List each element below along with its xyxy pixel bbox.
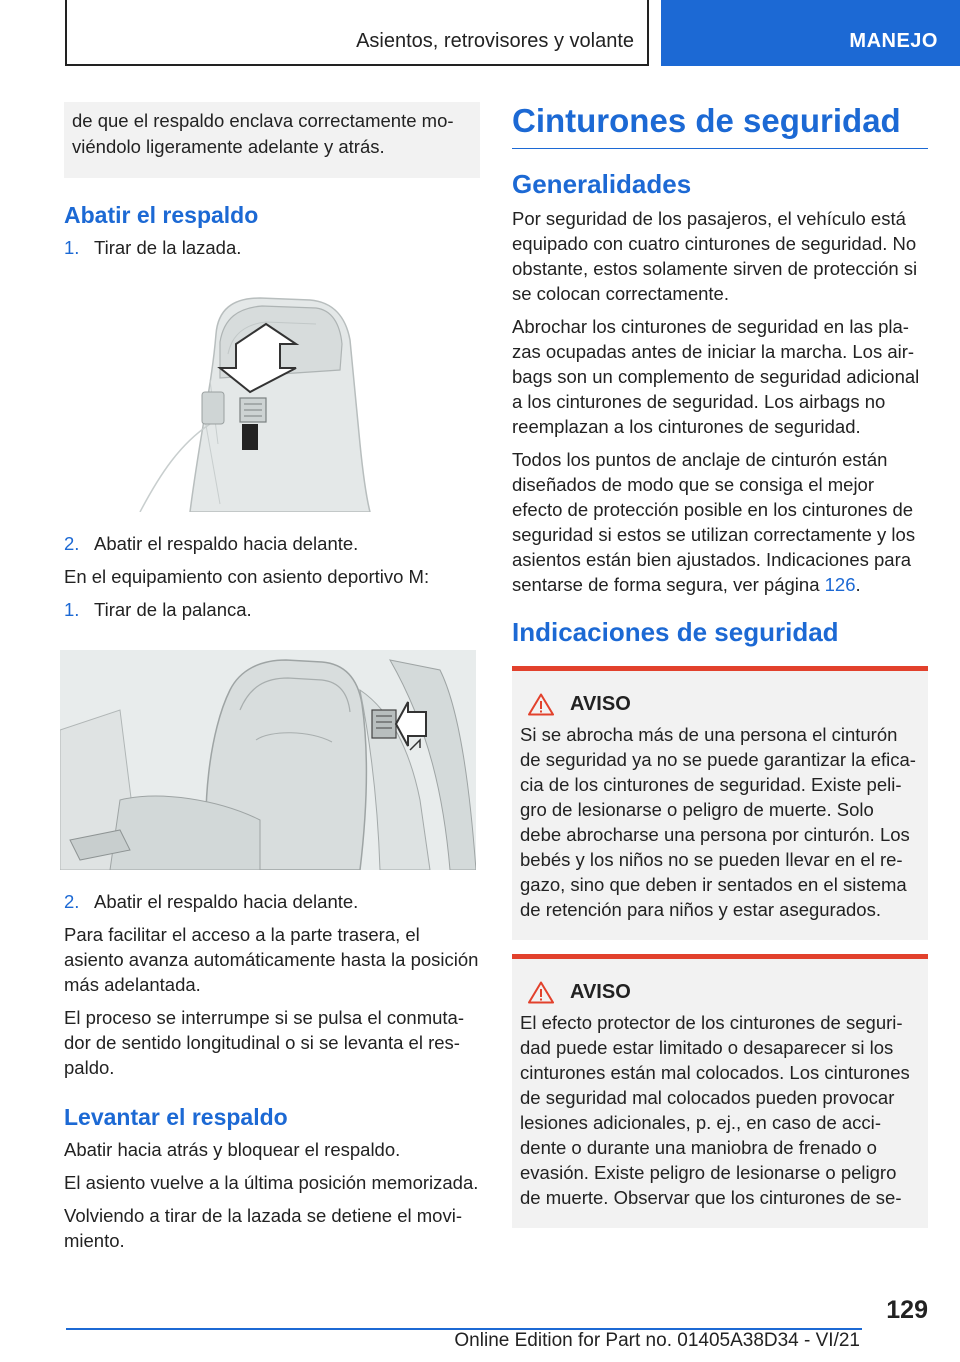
paragraph-acceso: Para facilitar el acceso a la parte trasera, el asiento avanza automáticamente hasta la posición más adelantada. [64, 924, 479, 995]
page-number: 129 [886, 1296, 928, 1324]
step-item [64, 889, 480, 914]
step-text: Tirar de la lazada. [94, 237, 242, 258]
chapter-tab-label: MANEJO [849, 30, 938, 52]
step-item [64, 235, 480, 260]
edition-info: Online Edition for Part no. 01405A38D34 - VI/21 [454, 1330, 860, 1351]
warning-box [512, 666, 928, 940]
step-item [64, 597, 480, 622]
heading-abatir-respaldo: Abatir el respaldo [64, 202, 259, 228]
warning-header [520, 693, 920, 716]
intro-box: de que el respaldo enclava correctamente moviéndolo ligeramente adelante y atrás. [64, 102, 480, 178]
step-text: Abatir el respaldo hacia delante. [94, 891, 359, 912]
warning-title: AVISO [570, 981, 631, 1003]
paragraph-levantar-1: Abatir hacia atrás y bloquear el respaldo. [64, 1139, 401, 1160]
sport-seat-lever-illustration [60, 650, 476, 870]
paragraph-general-1: Por seguridad de los pasajeros, el vehículo está equipado con cuatro cinturones de seguridad. No obstante, estos solamente sirven de protección si se colocan correctamente. [512, 208, 918, 304]
step-text: Abatir el respaldo hacia delante. [94, 533, 359, 554]
heading-indicaciones-seguridad: Indicaciones de seguridad [512, 617, 839, 647]
paragraph-levantar-3: Volviendo a tirar de la lazada se detiene el movimiento. [64, 1205, 462, 1251]
warning-header [520, 981, 920, 1004]
section-title: Asientos, retrovisores y volante [356, 30, 634, 52]
header-underline [66, 64, 648, 66]
paragraph-general-3-text: Todos los puntos de anclaje de cinturón están diseñados de modo que se consiga el mejor efecto de protección posible en los cinturones de seguridad si estos se utilizan correctamente y los asientos están bien ajustados. Indicaciones para sentarse de forma segura, ver página [512, 449, 916, 595]
heading-levantar-respaldo: Levantar el respaldo [64, 1104, 288, 1130]
left-column [64, 102, 480, 1261]
heading-generalidades: Generalidades [512, 169, 692, 199]
right-column [512, 102, 928, 1242]
step-number: 1. [64, 237, 80, 258]
equipment-note: En el equipamiento con asiento deportivo M: [64, 566, 430, 587]
step-number: 1. [64, 599, 80, 620]
page-reference-link[interactable]: 126 [824, 574, 856, 595]
warning-text: Si se abrocha más de una persona el cinturón de seguridad ya no se puede garantizar la eficacia de los cinturones de seguridad. Existe peligro de lesionarse o peligro de muerte. Solo debe abrocharse una persona por cinturón. Los bebés y los niños no se pueden llevar en el regazo, sino que deben ir sentados en el sistema de retención para niños y estar asegurados. [520, 724, 916, 920]
warning-box [512, 954, 928, 1228]
step-number: 2. [64, 891, 80, 912]
warning-text: El efecto protector de los cinturones de seguridad puede estar limitado o desaparecer si los cinturones están mal colocados. Los cinturones de seguridad mal colocados pueden provocar lesiones adicionales, p. ej., en caso de accidente o durante una maniobra de frenado o evasión. Existe peligro de lesionarse o peligro de muerte. Observar que los cinturones de se- [520, 1012, 910, 1208]
chapter-title: Cinturones de seguridad [512, 102, 928, 149]
paragraph-proceso: El proceso se interrumpe si se pulsa el conmutador de sentido longitudinal o si se levanta el respaldo. [64, 1007, 465, 1078]
page-header [0, 0, 960, 66]
step-item [64, 531, 480, 556]
warning-triangle-icon [528, 981, 554, 1004]
warning-triangle-icon [528, 693, 554, 716]
paragraph-general-2: Abrochar los cinturones de seguridad en las plazas ocupadas antes de iniciar la marcha. Los airbags son un complemento de seguridad adicional a los cinturones de seguridad. Los airbags no reemplazan a los cinturones de seguridad. [512, 316, 920, 437]
header-divider-right [647, 0, 649, 66]
paragraph-general-3 [512, 447, 928, 597]
headrest-strap-illustration [120, 294, 376, 512]
step-text: Tirar de la palanca. [94, 599, 252, 620]
paragraph-levantar-2: El asiento vuelve a la última posición memorizada. [64, 1172, 479, 1193]
warning-title: AVISO [570, 693, 631, 715]
paragraph-general-3-end: . [855, 574, 861, 595]
step-number: 2. [64, 533, 80, 554]
